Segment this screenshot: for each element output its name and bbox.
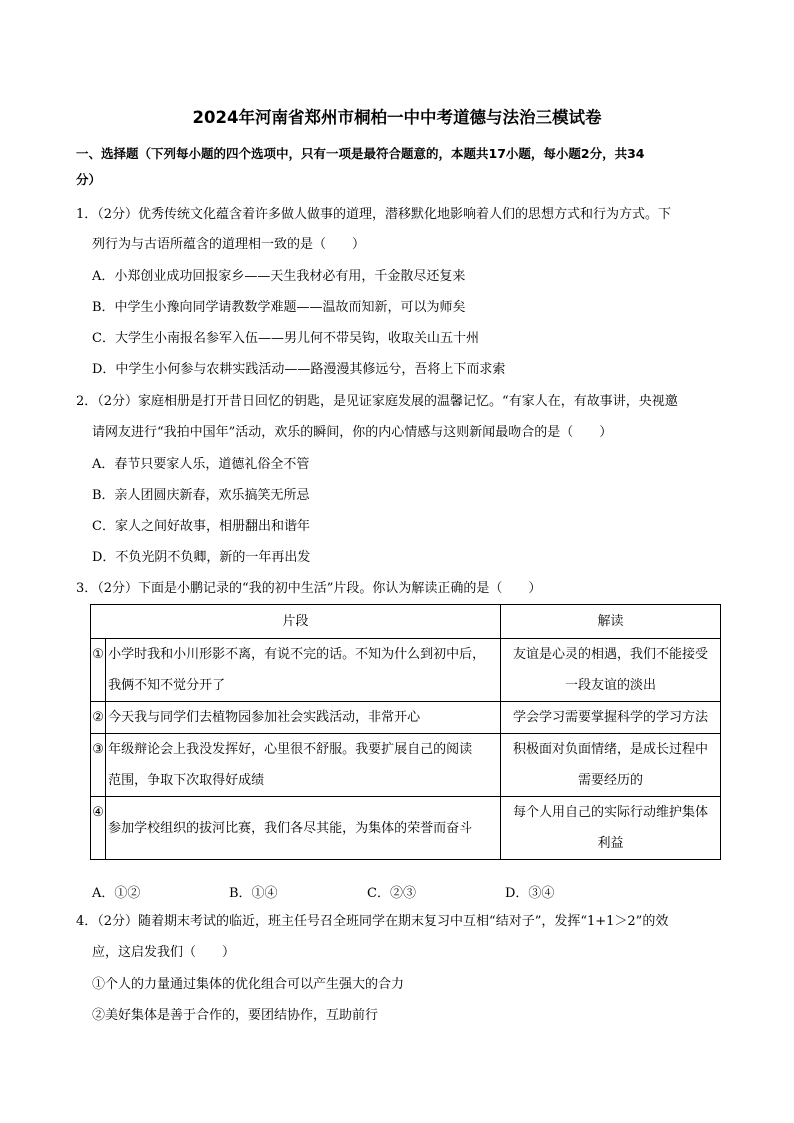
question-2-option-b[interactable]: B．亲人团圆庆新春，欢乐搞笑无所忌 [92,488,310,503]
table-header-interpretation: 解读 [500,605,720,639]
table-header-fragment: 片段 [91,605,501,639]
row-number: ③ [91,734,106,797]
row-number: ① [91,639,106,702]
question-4-item-2: ②美好集体是善于合作的，要团结协作，互助前行 [92,1008,379,1023]
section-heading-line1: 一、选择题（下列每小题的四个选项中，只有一项是最符合题意的，本题共17小题，每小题2分，共34 [76,146,645,161]
question-4-stem-line1: 4．（2分）随着期末考试的临近，班主任号召全班同学在期末复习中互相“结对子”，发挥“1+1＞2”的效 [76,914,669,929]
question-3-stem: 3．（2分）下面是小鹏记录的“我的初中生活”片段。你认为解读正确的是（ ） [76,581,542,596]
row-fragment [106,734,501,797]
question-2-option-c[interactable]: C．家人之间好故事，相册翻出和谐年 [92,519,310,534]
question-1-option-a[interactable]: A．小郑创业成功回报家乡——天生我材必有用，千金散尽还复来 [92,269,466,284]
row-interpretation-line1: 友谊是心灵的相遇，我们不能接受 [512,647,708,662]
row-fragment-line2: 我俩不知不觉分开了 [108,678,226,693]
row-interpretation [500,702,720,734]
question-4-item-1: ①个人的力量通过集体的优化组合可以产生强大的合力 [92,977,405,992]
fragment-table [90,604,721,860]
row-interpretation-line1: 学会学习需要掌握科学的学习方法 [512,710,708,725]
question-1-option-d[interactable]: D．中学生小何参与农耕实践活动——路漫漫其修远兮，吾将上下而求索 [92,362,506,377]
table-header-row [91,605,721,639]
question-3-option-d[interactable]: D．③④ [505,886,555,901]
table-row [91,734,721,797]
row-number: ② [91,702,106,734]
question-1-stem-line1: 1．（2分）优秀传统文化蕴含着许多做人做事的道理，潜移默化地影响着人们的思想方式和行为方式。下 [76,207,672,222]
section-heading [76,141,726,193]
page-title: 2024年河南省郑州市桐柏一中中考道德与法治三模试卷 [192,108,602,127]
row-fragment [106,797,501,860]
question-1-stem-line2: 列行为与古语所蕴含的道理相一致的是（ ） [92,237,366,252]
question-1-option-b[interactable]: B．中学生小豫向同学请教数学难题——温故而知新，可以为师矣 [92,300,466,315]
question-3-option-c[interactable]: C．②③ [367,886,416,901]
row-fragment [106,702,501,734]
question-2-stem-line1: 2．（2分）家庭相册是打开昔日回忆的钥匙，是见证家庭发展的温馨记忆。“有家人在，有故事讲，央视邀 [76,394,678,409]
row-interpretation-line2: 利益 [597,836,624,851]
question-2-stem-line2: 请网友进行“我拍中国年”活动，欢乐的瞬间，你的内心情感与这则新闻最吻合的是（ ） [92,425,613,440]
question-4-stem-line2: 应，这启发我们（ ） [92,945,236,960]
row-interpretation-line2: 一段友谊的淡出 [564,678,656,693]
row-fragment-line1: 参加学校组织的拔河比赛，我们各尽其能，为集体的荣誉而奋斗 [108,820,473,836]
row-interpretation [500,734,720,797]
row-number: ④ [91,797,106,860]
row-fragment [106,639,501,702]
row-interpretation [500,797,720,860]
question-2-option-d[interactable]: D．不负光阴不负卿，新的一年再出发 [92,550,311,565]
row-fragment-line1: 今天我与同学们去植物园参加社会实践活动，非常开心 [108,710,421,725]
question-1-option-c[interactable]: C．大学生小南报名参军入伍——男儿何不带吴钩，收取关山五十州 [92,331,479,346]
row-fragment-line1: 小学时我和小川形影不离，有说不完的话。不知为什么到初中后， [108,647,486,662]
row-interpretation [500,639,720,702]
table-row [91,797,721,860]
row-interpretation-line1: 积极面对负面情绪，是成长过程中 [512,742,708,757]
table-row [91,639,721,702]
section-heading-line2: 分） [76,172,102,187]
row-interpretation-line2: 需要经历的 [577,773,643,788]
question-3-options [92,882,612,900]
table-row [91,702,721,734]
row-fragment-line2: 范围，争取下次取得好成绩 [108,773,265,788]
question-2-option-a[interactable]: A．春节只要家人乐，道德礼俗全不管 [92,457,310,472]
question-3-option-b[interactable]: B．①④ [229,886,278,901]
row-interpretation-line1: 每个人用自己的实际行动维护集体 [512,805,708,820]
question-3-option-a[interactable]: A．①② [92,886,141,901]
row-fragment-line1: 年级辩论会上我没发挥好，心里很不舒服。我要扩展自己的阅读 [108,742,473,757]
